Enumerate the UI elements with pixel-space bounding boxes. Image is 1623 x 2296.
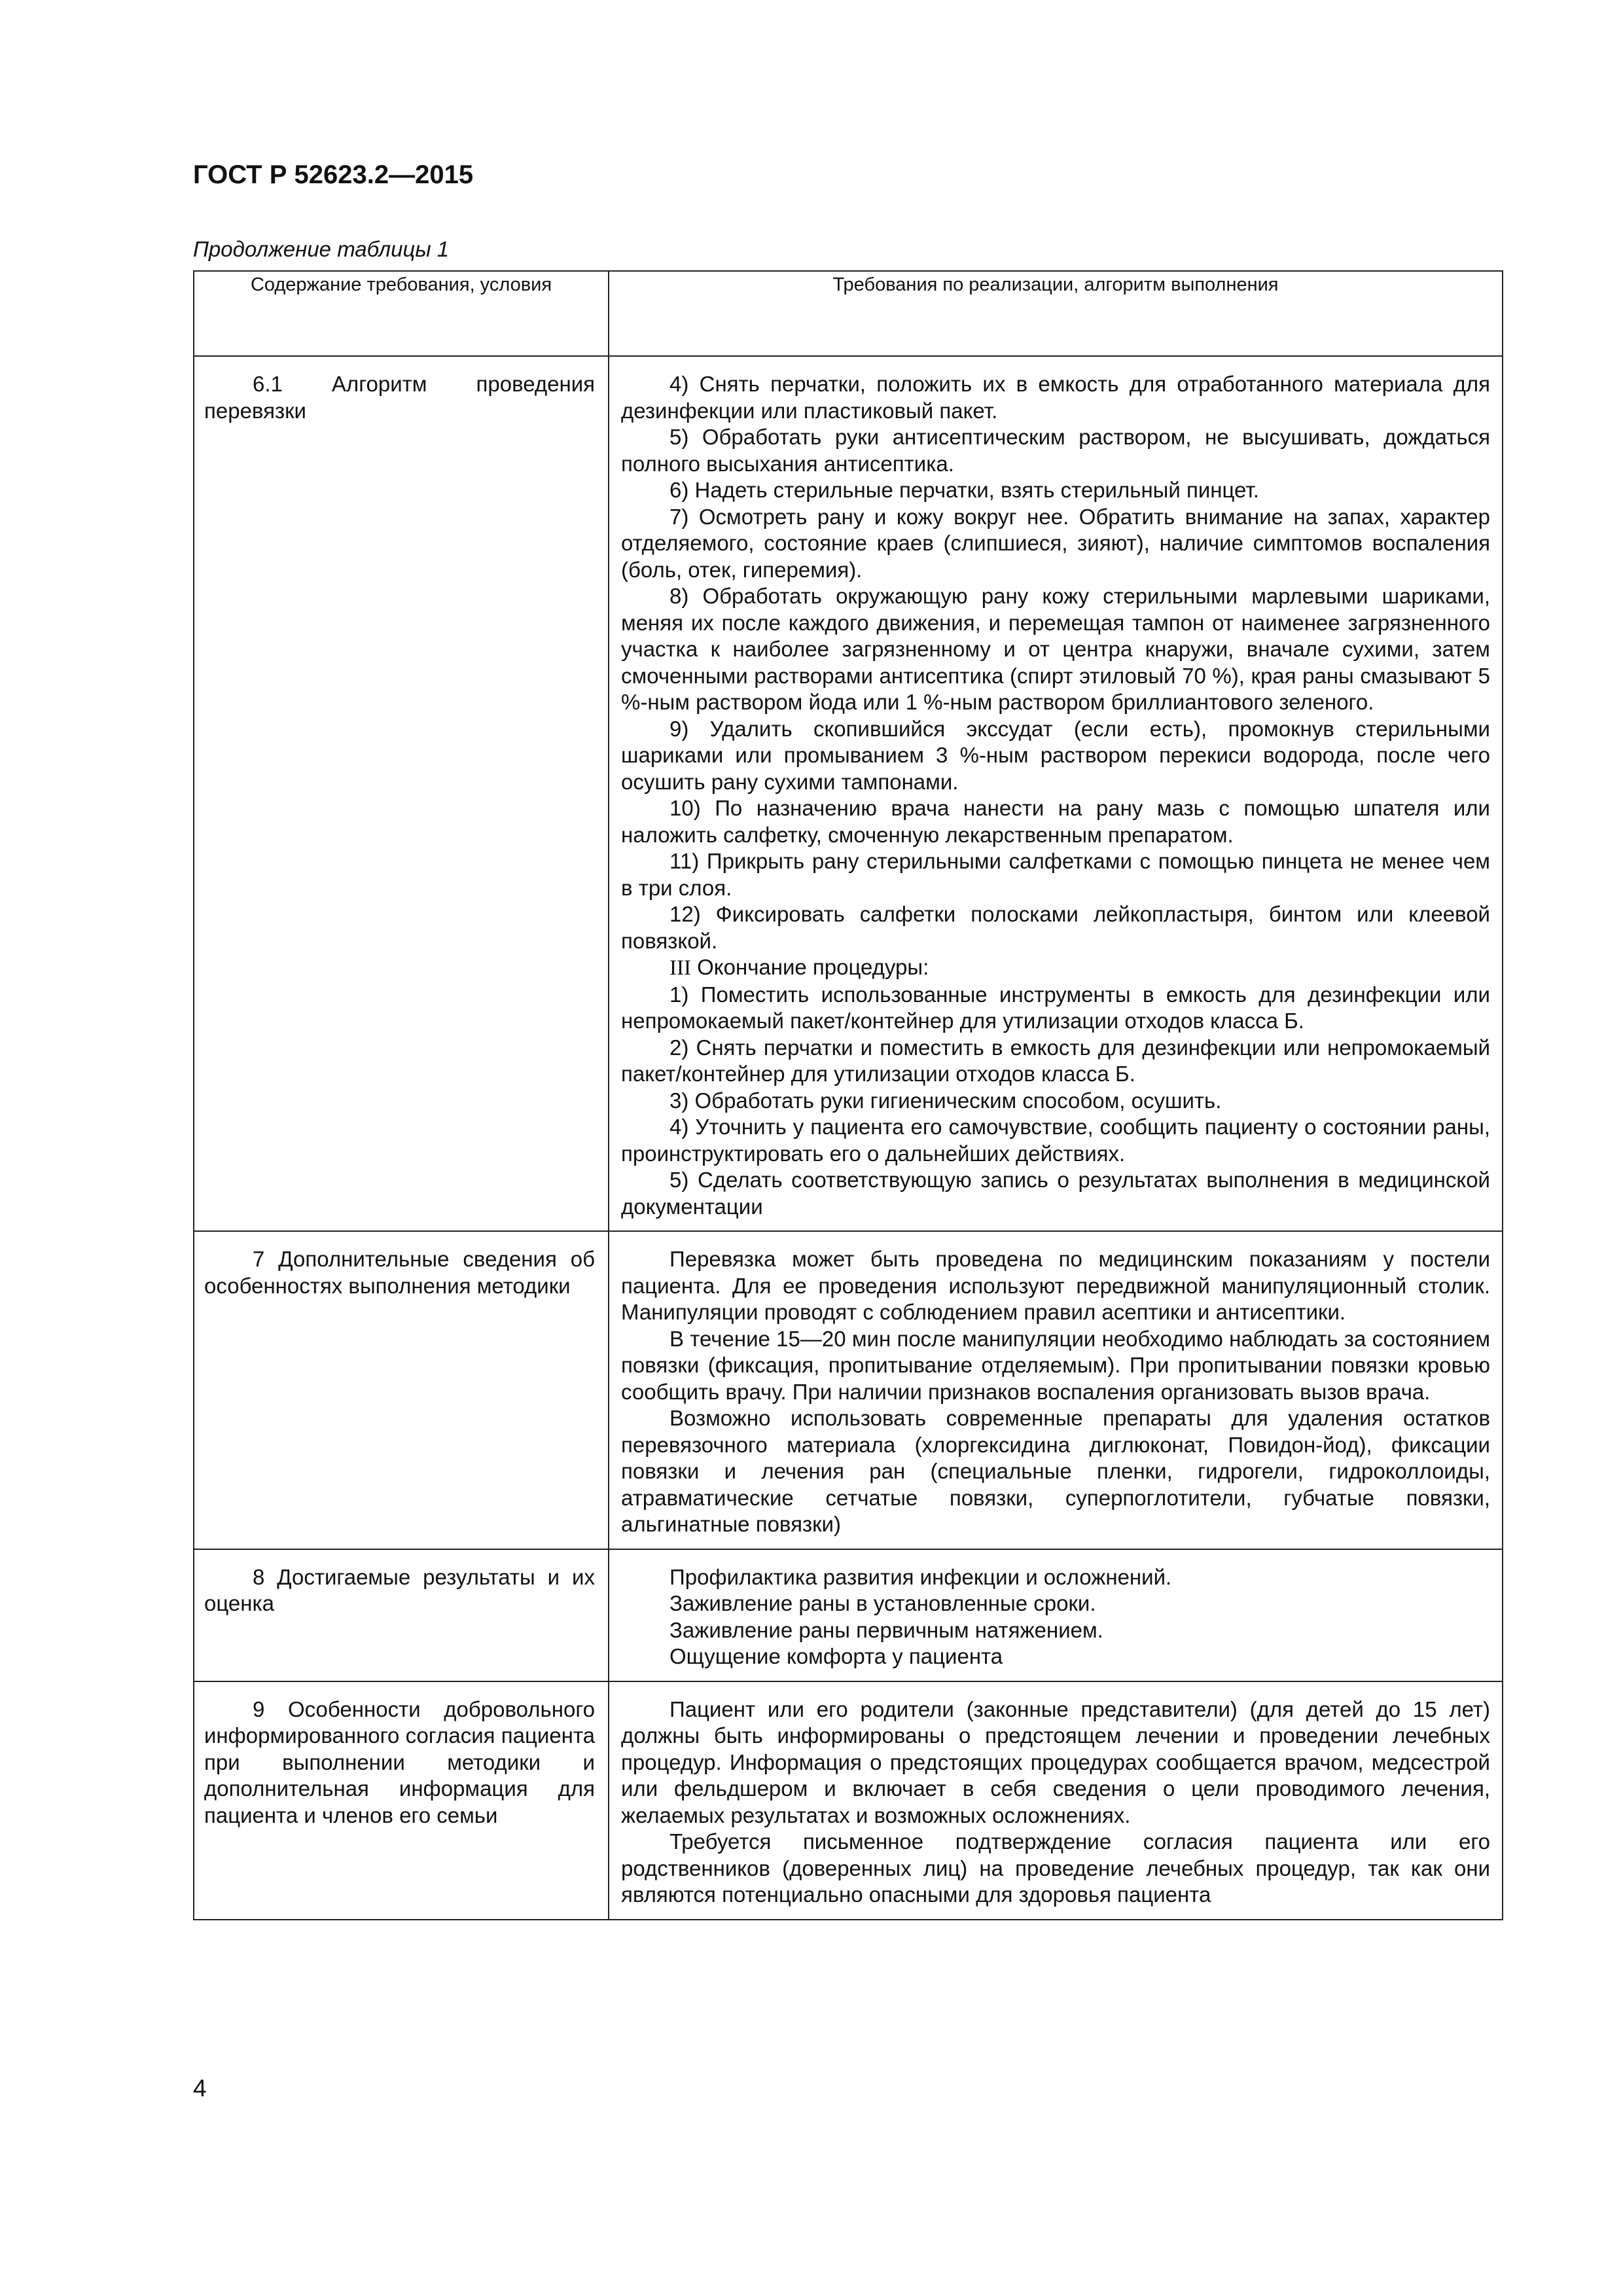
step-item: 3) Обработать руки гигиеническим способом, осушить. bbox=[669, 1088, 1222, 1113]
step-item: 6) Надеть стерильные перчатки, взять стерильный пинцет. bbox=[669, 478, 1259, 502]
step-item: 4) Уточнить у пациента его самочувствие, сообщить пациенту о состоянии раны, проинструктировать его о дальнейших действиях. bbox=[621, 1115, 1490, 1166]
table-row bbox=[194, 1231, 1503, 1549]
condition-cell bbox=[194, 1549, 609, 1681]
condition-text: 6.1 Алгоритм проведения перевязки bbox=[204, 372, 595, 423]
page-number: 4 bbox=[193, 2075, 207, 2102]
implementation-cell bbox=[609, 1549, 1503, 1681]
step-item: 10) По назначению врача нанести на рану мазь с помощью шпателя или наложить салфетку, смоченную лекарственным препаратом. bbox=[621, 796, 1490, 847]
implementation-cell bbox=[609, 1231, 1503, 1549]
table-row bbox=[194, 356, 1503, 1231]
condition-cell bbox=[194, 356, 609, 1231]
paragraph: Ощущение комфорта у пациента bbox=[669, 1644, 1003, 1668]
table-row bbox=[194, 1681, 1503, 1920]
step-item: 9) Удалить скопившийся экссудат (если есть), промокнув стерильными шариками или промыванием 3 %-ным раствором перекиси водорода, после чего осушить рану сухими тампонами. bbox=[621, 716, 1490, 794]
section-marker: III bbox=[669, 956, 691, 980]
condition-cell bbox=[194, 1231, 609, 1549]
paragraph: Возможно использовать современные препараты для удаления остатков перевязочного материала (хлоргексидина диглюконат, Повидон-йод), фиксации повязки и лечения ран (специальные пленки, гидрогели, гидроколлоиды, атравматические сетчатые повязки, суперпоглотители, губчатые повязки, альгинатные повязки) bbox=[621, 1406, 1490, 1536]
step-item: 1) Поместить использованные инструменты в емкость для дезинфекции или непромокаемый пакет/контейнер для утилизации отходов класса Б. bbox=[621, 982, 1490, 1033]
column-header-implementation: Требования по реализации, алгоритм выполнения bbox=[609, 271, 1503, 356]
section-heading bbox=[621, 954, 1490, 982]
step-item: 8) Обработать окружающую рану кожу стерильными марлевыми шариками, меняя их после каждого движения, и перемещая тампон от наименее загрязненного участка к наиболее загрязненному и от центра кнаружи, вначале сухими, затем смоченными растворами антисептика (спирт этиловый 70 %), края раны смазывают 5 %-ным раствором йода или 1 %-ным раствором бриллиантового зеленого. bbox=[621, 584, 1490, 714]
condition-text: 8 Достигаемые результаты и их оценка bbox=[204, 1564, 595, 1615]
step-item: 12) Фиксировать салфетки полосками лейкопластыря, бинтом или клеевой повязкой. bbox=[621, 902, 1490, 953]
paragraph: Заживление раны первичным натяжением. bbox=[669, 1617, 1103, 1642]
table-row bbox=[194, 1549, 1503, 1681]
step-item: 7) Осмотреть рану и кожу вокруг нее. Обратить внимание на запах, характер отделяемого, состояние краев (слипшиеся, зияют), наличие симптомов воспаления (боль, отек, гиперемия). bbox=[621, 504, 1490, 582]
section-title: Окончание процедуры: bbox=[697, 955, 929, 979]
table-header-row bbox=[194, 271, 1503, 356]
condition-text: 7 Дополнительные сведения об особенностях выполнения методики bbox=[204, 1247, 595, 1298]
step-item: 4) Снять перчатки, положить их в емкость для отработанного материала для дезинфекции или пластиковый пакет. bbox=[621, 372, 1490, 423]
step-item: 2) Снять перчатки и поместить в емкость для дезинфекции или непромокаемый пакет/контейнер для утилизации отходов класса Б. bbox=[621, 1035, 1490, 1086]
implementation-cell bbox=[609, 1681, 1503, 1920]
condition-text: 9 Особенности добровольного информированного согласия пациента при выполнении методики и дополнительная информация для пациента и членов его семьи bbox=[204, 1696, 595, 1827]
step-item: 5) Сделать соответствующую запись о результатах выполнения в медицинской документации bbox=[621, 1168, 1490, 1219]
column-header-condition: Содержание требования, условия bbox=[194, 271, 609, 356]
paragraph: Пациент или его родители (законные представители) (для детей до 15 лет) должны быть информированы о предстоящем лечении и проведении лечебных процедур. Информация о предстоящих процедурах сообщается врачом, медсестрой или фельдшером и включает в себя сведения о цели проводимого лечения, желаемых результатах и возможных осложнениях. bbox=[621, 1696, 1490, 1827]
step-item: 11) Прикрыть рану стерильными салфетками с помощью пинцета не менее чем в три слоя. bbox=[621, 849, 1490, 900]
document-code: ГОСТ Р 52623.2—2015 bbox=[193, 160, 474, 189]
paragraph: Перевязка может быть проведена по медицинским показаниям у постели пациента. Для ее проведения используют передвижной манипуляционный столик. Манипуляции проводят с соблюдением правил асептики и антисептики. bbox=[621, 1247, 1490, 1324]
step-item: 5) Обработать руки антисептическим раствором, не высушивать, дождаться полного высыхания антисептика. bbox=[621, 425, 1490, 476]
paragraph: Заживление раны в установленные сроки. bbox=[669, 1591, 1096, 1615]
paragraph: Профилактика развития инфекции и осложнений. bbox=[669, 1564, 1172, 1589]
implementation-cell bbox=[609, 356, 1503, 1231]
paragraph: Требуется письменное подтверждение согласия пациента или его родственников (доверенных лиц) на проведение лечебных процедур, так как они являются потенциально опасными для здоровья пациента bbox=[621, 1829, 1490, 1907]
paragraph: В течение 15—20 мин после манипуляции необходимо наблюдать за состоянием повязки (фиксация, пропитывание отделяемым). При пропитывании повязки кровью сообщить врачу. При наличии признаков воспаления организовать вызов врача. bbox=[621, 1326, 1490, 1404]
table-caption: Продолжение таблицы 1 bbox=[193, 237, 450, 261]
condition-cell bbox=[194, 1681, 609, 1920]
requirements-table bbox=[193, 270, 1503, 1920]
